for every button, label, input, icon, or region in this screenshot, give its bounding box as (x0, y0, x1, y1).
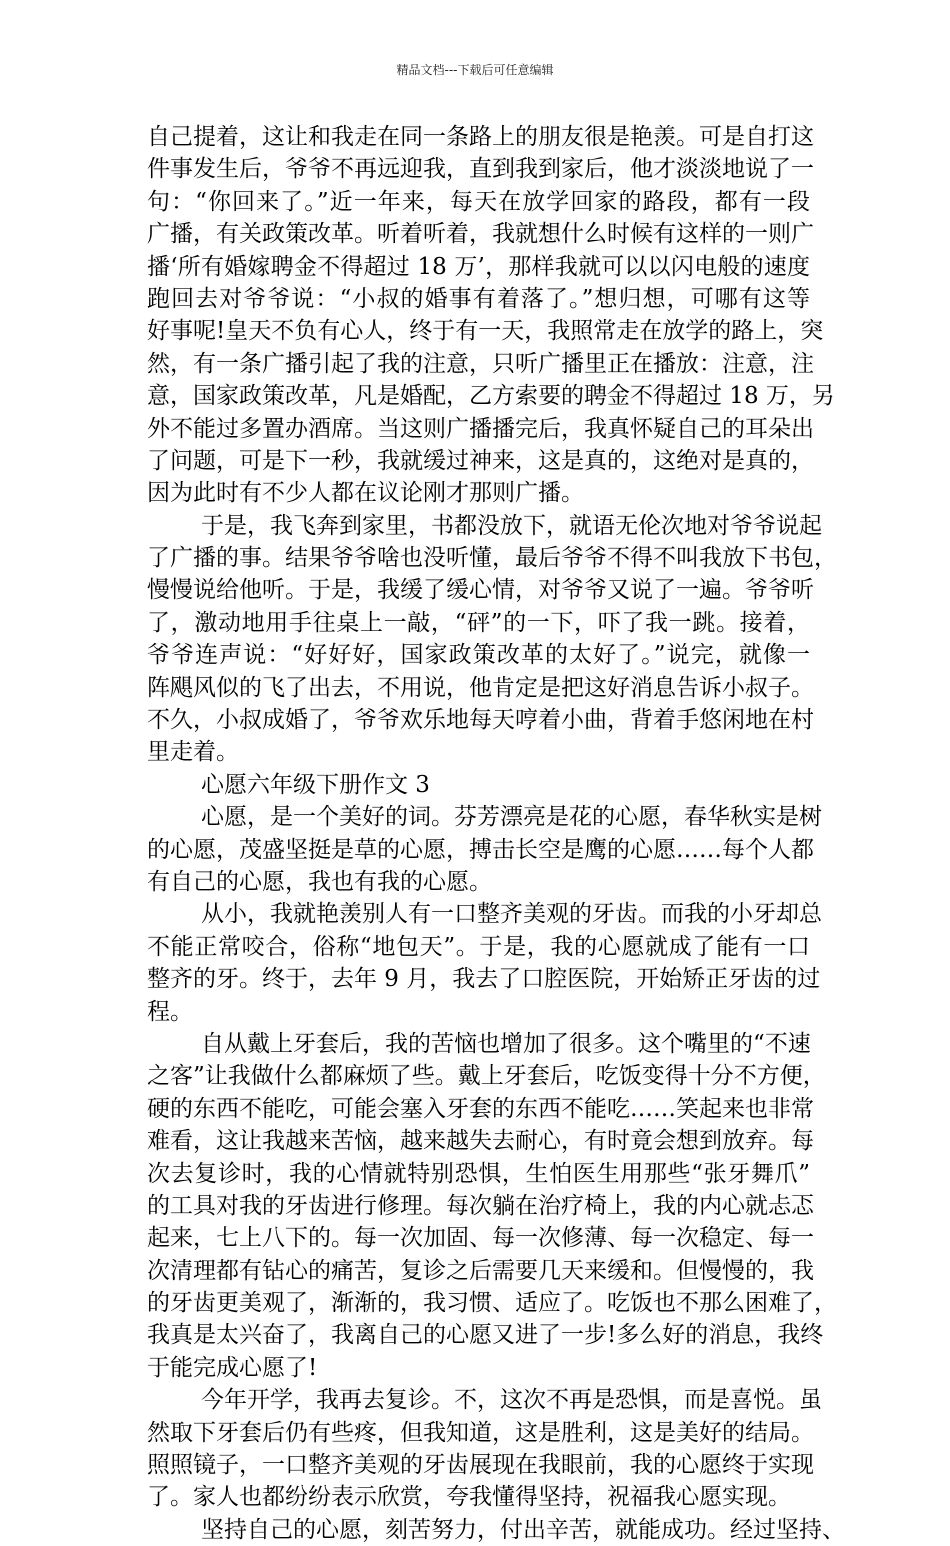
text-line: 的心愿，茂盛坚挺是草的心愿，搏击长空是鹰的心愿……每个人都 (147, 836, 814, 863)
paragraph (147, 769, 810, 801)
document-body (147, 121, 845, 1546)
text-line: 今年开学，我再去复诊。不，这次不再是恐惧，而是喜悦。虽 (201, 1387, 822, 1414)
paragraph (147, 1028, 837, 1384)
text-line: 硬的东西不能吃，可能会塞入牙套的东西不能吃……笑起来也非常 (147, 1095, 814, 1122)
text-line: 阵飓风似的飞了出去，不用说，他肯定是把这好消息告诉小叔子。 (147, 674, 814, 701)
text-line: 然，有一条广播引起了我的注意，只听广播里正在播放：注意，注 (147, 350, 814, 377)
text-line: 心愿，是一个美好的词。芬芳漂亮是花的心愿，春华秋实是树 (201, 804, 822, 831)
text-line: 播‘所有婚嫁聘金不得超过 18 万’，那样我就可以以闪电般的速度 (147, 253, 810, 280)
text-line: 意，国家政策改革，凡是婚配，乙方索要的聘金不得超过 18 万，另 (147, 383, 835, 410)
text-line: 的牙齿更美观了，渐渐的，我习惯、适应了。吃饭也不那么困难了， (147, 1290, 837, 1317)
text-line: 于是，我飞奔到家里，书都没放下，就语无伦次地对爷爷说起 (201, 512, 822, 539)
text-line: 次去复诊时，我的心情就特别恐惧，生怕医生用那些“张牙舞爪” (147, 1160, 810, 1187)
text-line: 程。 (147, 998, 193, 1025)
text-line: 件事发生后，爷爷不再远迎我，直到我到家后，他才淡淡地说了一 (147, 156, 814, 183)
text-line: 从小，我就艳羡别人有一口整齐美观的牙齿。而我的小牙却总 (201, 901, 822, 928)
text-line: 了广播的事。结果爷爷啥也没听懂，最后爷爷不得不叫我放下书包， (147, 545, 837, 572)
text-line: 外不能过多置办酒席。当这则广播播完后，我真怀疑自己的耳朵出 (147, 415, 814, 442)
paragraph (147, 898, 822, 1028)
text-line: 然取下牙套后仍有些疼，但我知道，这是胜利，这是美好的结局。 (147, 1419, 814, 1446)
text-line: 里走着。 (147, 739, 239, 766)
text-line: 不能正常咬合，俗称“地包天”。于是，我的心愿就成了能有一口 (147, 933, 810, 960)
text-line: 次清理都有钻心的痛苦，复诊之后需要几天来缓和。但慢慢的，我 (147, 1257, 814, 1284)
text-line: 起来，七上八下的。每一次加固、每一次修薄、每一次稳定、每一 (147, 1225, 814, 1252)
text-line: 我真是太兴奋了，我离自己的心愿又进了一步!多么好的消息，我终 (147, 1322, 824, 1349)
text-line: 心愿六年级下册作文 3 (201, 771, 430, 798)
text-line: 整齐的牙。终于，去年 9 月，我去了口腔医院，开始矫正牙齿的过 (147, 966, 821, 993)
page-header: 精品文档---下载后可任意编辑 (396, 63, 554, 77)
text-line: 爷爷连声说：“好好好，国家政策改革的太好了。”说完，就像一 (147, 642, 810, 669)
paragraph (147, 1514, 845, 1546)
paragraph (147, 1384, 822, 1514)
text-line: 广播，有关政策改革。听着听着，我就想什么时候有这样的一则广 (147, 221, 814, 248)
text-line: 自己提着，这让和我走在同一条路上的朋友很是艳羡。可是自打这 (147, 124, 814, 150)
text-line: 句：“你回来了。”近一年来，每天在放学回家的路段，都有一段 (147, 188, 810, 215)
text-line: 了。家人也都纷纷表示欣赏，夸我懂得坚持，祝福我心愿实现。 (147, 1484, 791, 1511)
text-line: 因为此时有不少人都在议论刚才那则广播。 (147, 480, 584, 507)
paragraph (147, 510, 837, 769)
text-line: 有自己的心愿，我也有我的心愿。 (147, 868, 492, 895)
text-line: 不久，小叔成婚了，爷爷欢乐地每天哼着小曲，背着手悠闲地在村 (147, 707, 814, 734)
text-line: 了问题，可是下一秒，我就缓过神来，这是真的，这绝对是真的， (147, 447, 814, 474)
text-line: 跑回去对爷爷说：“小叔的婚事有着落了。”想归想，可哪有这等 (147, 285, 810, 312)
text-line: 自从戴上牙套后，我的苦恼也增加了很多。这个嘴里的“不速 (201, 1030, 811, 1057)
text-line: 的工具对我的牙齿进行修理。每次躺在治疗椅上，我的内心就忐忑 (147, 1192, 814, 1219)
text-line: 坚持自己的心愿，刻苦努力，付出辛苦，就能成功。经过坚持、 (201, 1516, 845, 1543)
text-line: 了，激动地用手往桌上一敲，“砰”的一下，吓了我一跳。接着， (147, 609, 810, 636)
text-line: 难看，这让我越来苦恼，越来越失去耐心，有时竟会想到放弃。每 (147, 1128, 814, 1155)
paragraph (147, 801, 822, 898)
text-line: 之客”让我做什么都麻烦了些。戴上牙套后，吃饭变得十分不方便， (147, 1063, 826, 1090)
text-line: 于能完成心愿了! (147, 1354, 318, 1381)
text-line: 慢慢说给他听。于是，我缓了缓心情，对爷爷又说了一遍。爷爷听 (147, 577, 814, 604)
text-line: 照照镜子，一口整齐美观的牙齿展现在我眼前，我的心愿终于实现 (147, 1452, 814, 1479)
text-line: 好事呢!皇天不负有心人，终于有一天，我照常走在放学的路上，突 (147, 318, 824, 345)
paragraph (147, 121, 835, 510)
